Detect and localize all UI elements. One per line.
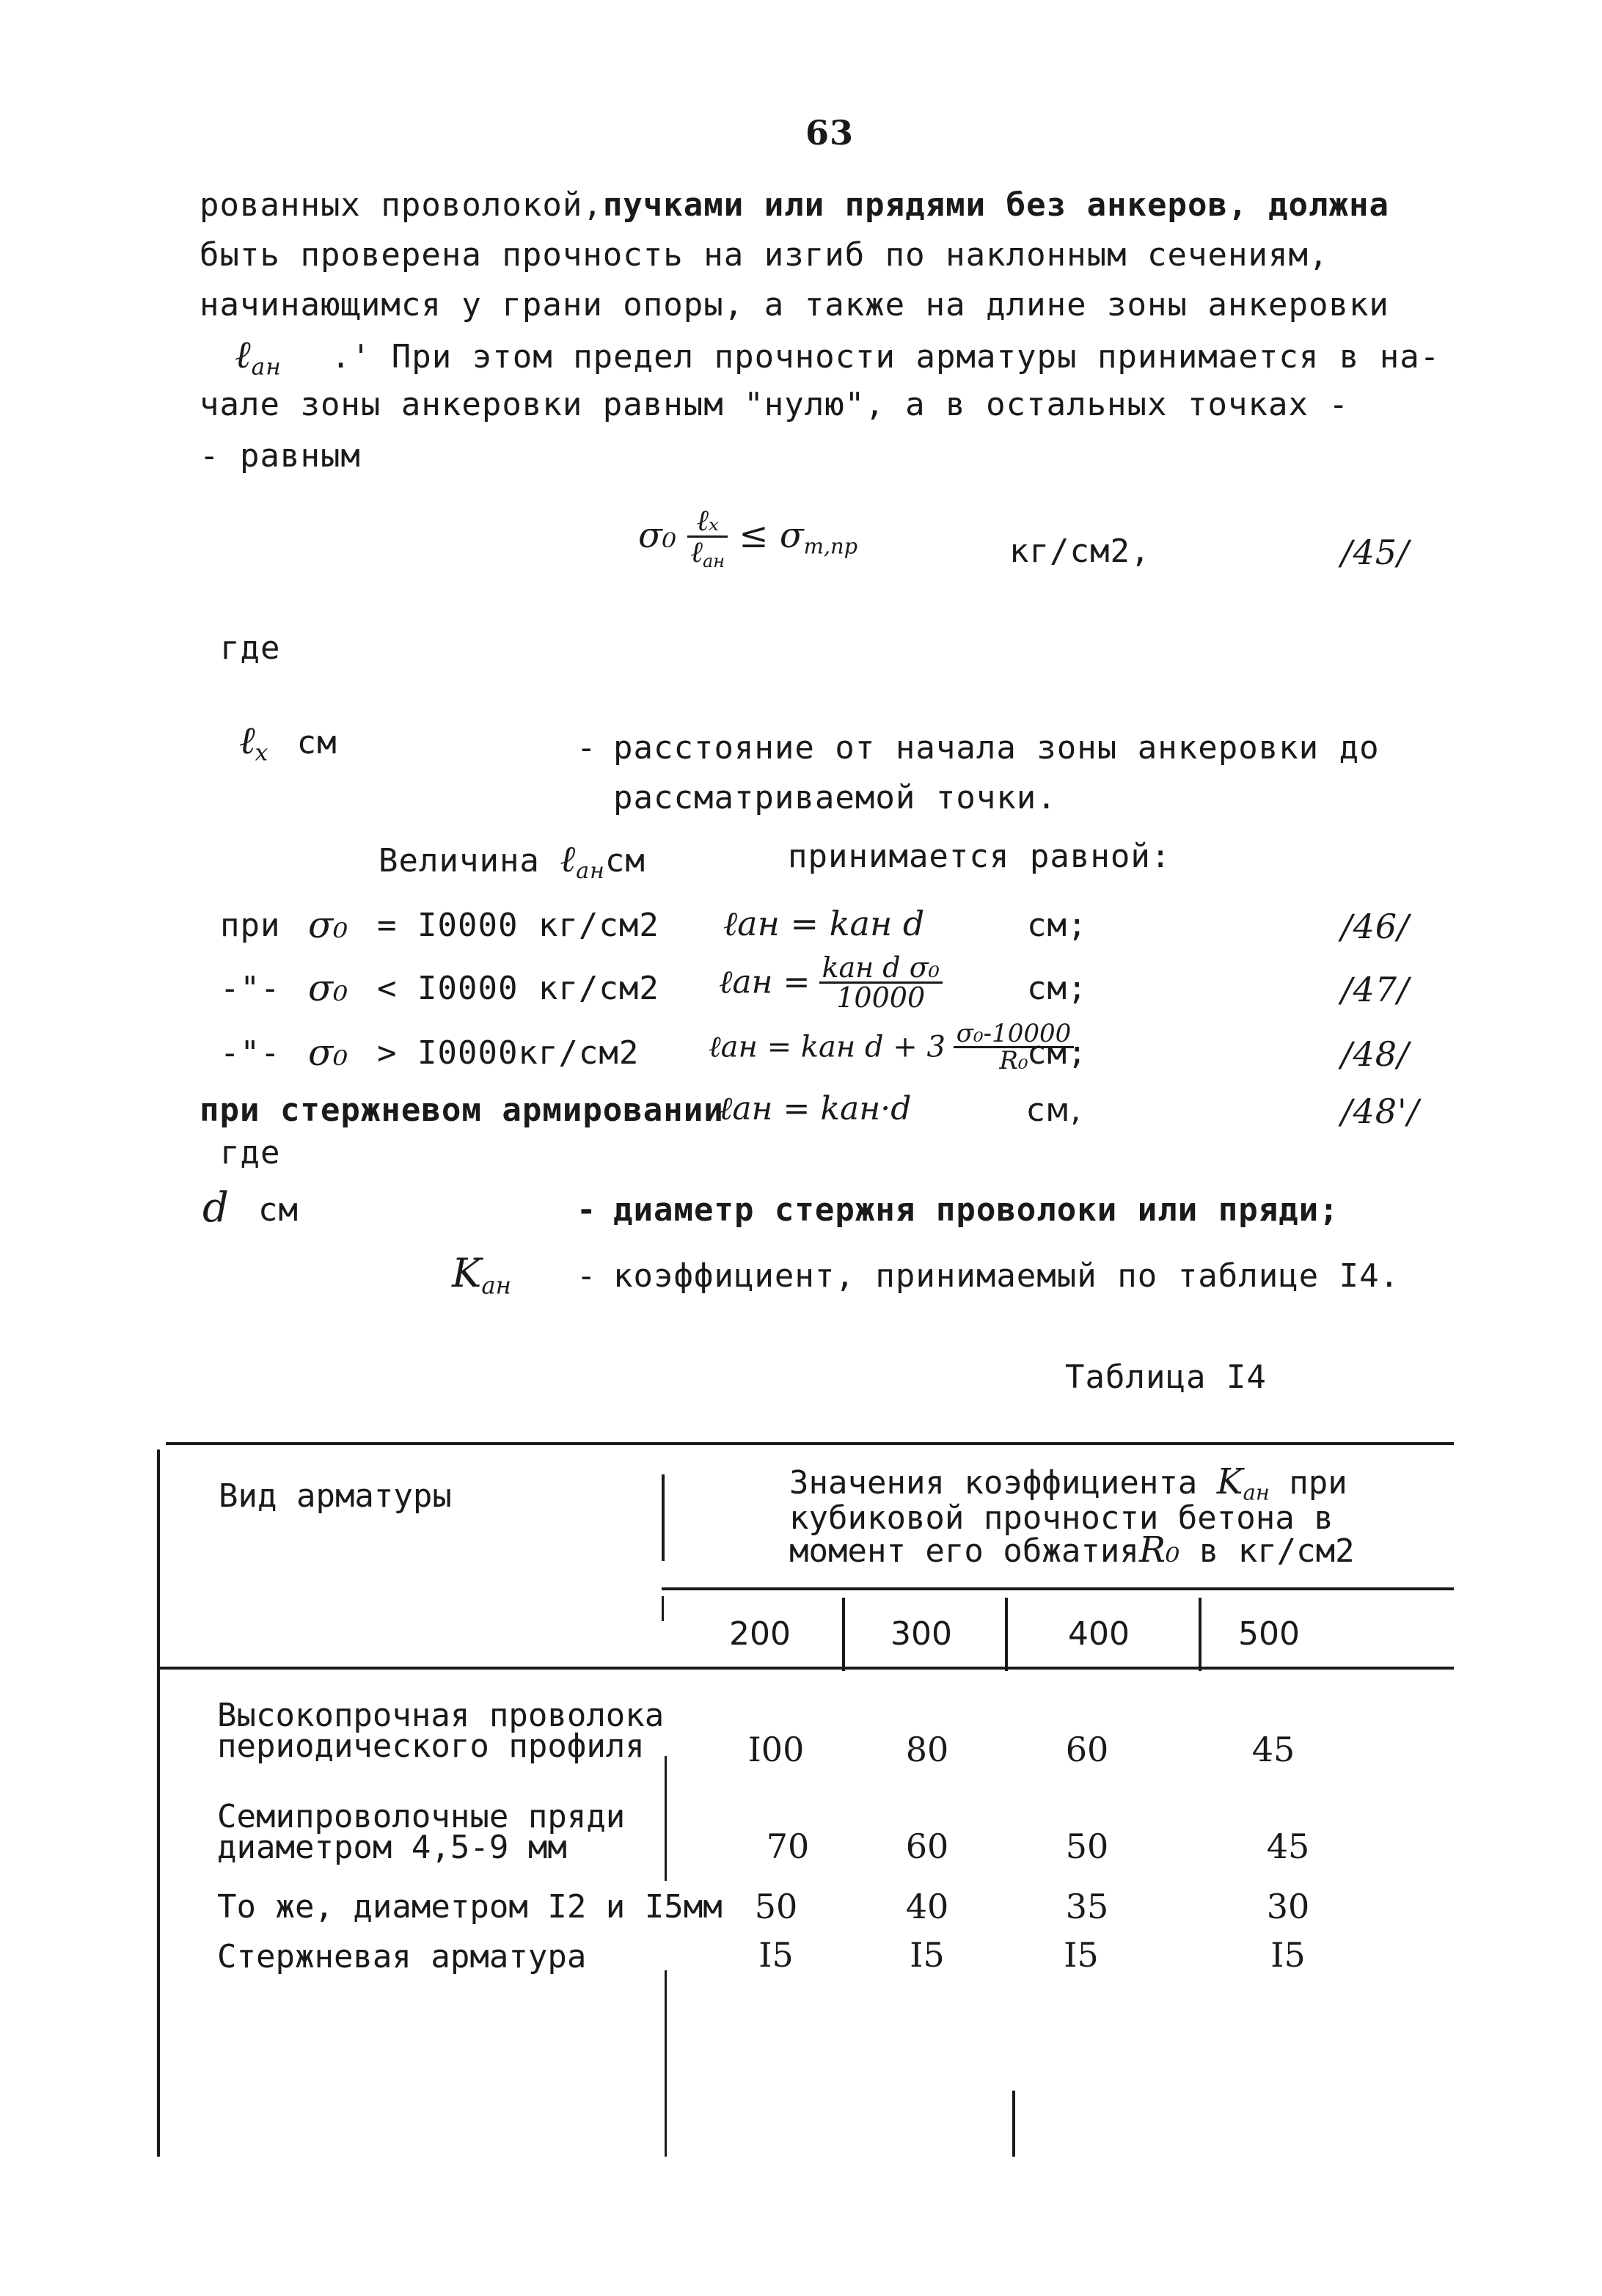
table-row-2-value-400: 50 <box>1065 1827 1109 1866</box>
lan-intro <box>378 838 645 884</box>
case-46-sigma: σ₀ <box>308 904 348 946</box>
table-row-1-value-200: I00 <box>747 1730 805 1769</box>
table-header-type: Вид арматуры <box>219 1477 452 1515</box>
case-46-unit: см; <box>1027 907 1088 944</box>
def-lx-symbol: ℓ$_x$ см <box>239 719 337 767</box>
def-d-symbol: d <box>202 1184 229 1232</box>
formula-45 <box>638 506 857 570</box>
where-label-2: где <box>220 1134 281 1171</box>
table-col1-divider-top <box>662 1474 665 1561</box>
table-header-subrule <box>662 1587 1454 1590</box>
paragraph-line-4-text: .' При этом предел прочности арматуры принимается в на- <box>331 338 1441 376</box>
case-46-number: /46/ <box>1341 907 1410 946</box>
table-row-4-value-300: I5 <box>910 1935 945 1975</box>
def-kan-dash: - <box>577 1257 597 1295</box>
paragraph-line-6: - равным <box>200 437 361 475</box>
table-left-border <box>157 1449 160 2157</box>
def-lx-dash: - <box>577 729 597 767</box>
table-row-2-value-200: 70 <box>766 1827 810 1866</box>
case-48b-number: /48'/ <box>1341 1092 1420 1131</box>
case-46-condition: = I0000 кг/см2 <box>377 907 659 944</box>
def-lx-text-1: расстояние от начала зоны анкеровки до <box>613 729 1380 767</box>
case-46-formula: ℓан = kан d <box>723 904 925 943</box>
case-48b-prefix: при стержневом армировании <box>200 1092 724 1129</box>
table-row-1-label: Высокопрочная проволока периодического профиля <box>217 1697 665 1765</box>
table-header-group-line1: Значения коэффициента $K_{ан}$ при <box>789 1461 1347 1505</box>
table-col1-divider-bottom <box>665 1970 667 2157</box>
paragraph-line-1-bold: пучками или прядями без анкеров, должна <box>602 186 1389 224</box>
table-row-3-value-200: 50 <box>754 1887 798 1926</box>
table-caption: Таблица I4 <box>1065 1359 1267 1396</box>
table-row-3-value-300: 40 <box>905 1887 949 1926</box>
table-col1-divider-tick <box>662 1596 664 1621</box>
formula-45-unit: кг/см2, <box>1009 533 1151 570</box>
table-row-4-value-500: I5 <box>1270 1935 1306 1975</box>
table-row-4-label: Стержневая арматура <box>217 1938 587 1975</box>
def-d-dash: - <box>577 1191 597 1229</box>
case-46-prefix: при <box>220 907 281 944</box>
case-47-formula: ℓан = $\frac{\text{kан d σ₀}}{10000}$ <box>719 954 943 1012</box>
table-col-300-400-divider <box>1005 1598 1008 1671</box>
def-kan-symbol: $K_{ан}$ <box>452 1250 511 1300</box>
table-row-3-value-500: 30 <box>1266 1887 1310 1926</box>
paragraph-line-1 <box>200 186 1389 224</box>
table-col-200-300-divider <box>842 1598 845 1671</box>
paragraph-line-4 <box>235 333 1441 381</box>
lan-intro-symbol: ℓ$_{ан}$ <box>560 838 605 884</box>
table-row-1-value-300: 80 <box>905 1730 949 1769</box>
formula-45-denominator: ℓ$_{ан}$ <box>690 535 725 572</box>
case-47-condition: < I0000 кг/см2 <box>377 970 659 1007</box>
table-row-3-label: То же, диаметром I2 и I5мм <box>217 1888 723 1926</box>
case-48-prefix: -"- <box>220 1034 281 1072</box>
def-kan-text: коэффициент, принимаемый по таблице I4. <box>613 1257 1400 1295</box>
table-row-2-value-500: 45 <box>1266 1827 1310 1866</box>
table-row-3-value-400: 35 <box>1065 1887 1109 1926</box>
table-col1-divider-mid <box>665 1756 667 1881</box>
case-47-sigma: σ₀ <box>308 967 348 1009</box>
case-48b-formula: ℓан = kан·d <box>719 1090 912 1127</box>
page-number: 63 <box>805 113 855 153</box>
def-d-unit: см <box>258 1191 299 1229</box>
paragraph-line-5: чале зоны анкеровки равным "нулю", а в остальных точках - <box>200 386 1349 423</box>
case-48-number: /48/ <box>1341 1034 1410 1074</box>
table-row-1-value-400: 60 <box>1065 1730 1109 1769</box>
table-col-header-200: 200 <box>729 1615 791 1653</box>
paragraph-line-1-text: рованных проволокой, <box>200 186 603 224</box>
case-47-prefix: -"- <box>220 970 281 1007</box>
case-48-unit: см; <box>1027 1034 1088 1072</box>
table-header-group <box>789 1461 1355 1571</box>
paragraph-line-3: начинающимся у грани опоры, а также на длине зоны анкеровки <box>200 286 1389 323</box>
formula-45-number: /45/ <box>1341 533 1410 572</box>
table-col-400-500-divider <box>1199 1598 1202 1671</box>
formula-45-relation: ≤ $\sigma_{т,пр}$ <box>739 515 858 559</box>
def-d-text: диаметр стержня проволоки или пряди; <box>613 1191 1339 1229</box>
table-header-group-line2: кубиковой прочности бетона в <box>789 1499 1334 1537</box>
table-col-300-400-divider-bottom <box>1012 2091 1015 2157</box>
case-48b-unit: см, <box>1027 1092 1082 1129</box>
lan-intro-right: принимается равной: <box>788 838 1171 875</box>
def-lx-text-2: рассматриваемой точки. <box>613 779 1057 816</box>
table-header-group-line3: момент его обжатияR₀ в кг/см2 <box>789 1529 1355 1571</box>
formula-45-fraction <box>687 506 728 570</box>
table-col-header-300: 300 <box>890 1615 952 1653</box>
case-47-number: /47/ <box>1341 970 1410 1009</box>
case-48-formula: ℓан = kан d + 3 $\frac{\text{σ₀-10000}}{\text{R₀}}$ <box>709 1021 1074 1073</box>
table-col-header-400: 400 <box>1068 1615 1130 1653</box>
case-48-condition: > I0000кг/см2 <box>377 1034 640 1072</box>
table-row-2-value-300: 60 <box>905 1827 949 1866</box>
paragraph-line-2: быть проверена прочность на изгиб по наклонным сечениям, <box>200 236 1329 274</box>
lan-intro-unit: см <box>604 842 645 880</box>
table-row-4-value-200: I5 <box>758 1935 794 1975</box>
table-top-rule <box>166 1442 1454 1445</box>
table-row-4-value-400: I5 <box>1064 1935 1099 1975</box>
where-label-1: где <box>220 629 281 667</box>
lan-intro-left: Величина <box>378 842 540 880</box>
table-row-1-value-500: 45 <box>1251 1730 1295 1769</box>
formula-45-numerator: ℓₓ <box>687 506 728 538</box>
lan-symbol: ℓ$_{ан}$ <box>235 333 282 381</box>
formula-45-sigma: σ₀ <box>638 515 677 557</box>
case-47-unit: см; <box>1027 970 1088 1007</box>
table-col-header-500: 500 <box>1238 1615 1300 1653</box>
case-48-sigma: σ₀ <box>308 1031 348 1074</box>
table-row-2-label: Семипроволочные пряди диаметром 4,5-9 мм <box>217 1798 626 1866</box>
table-header-bottom-rule <box>158 1667 1454 1670</box>
